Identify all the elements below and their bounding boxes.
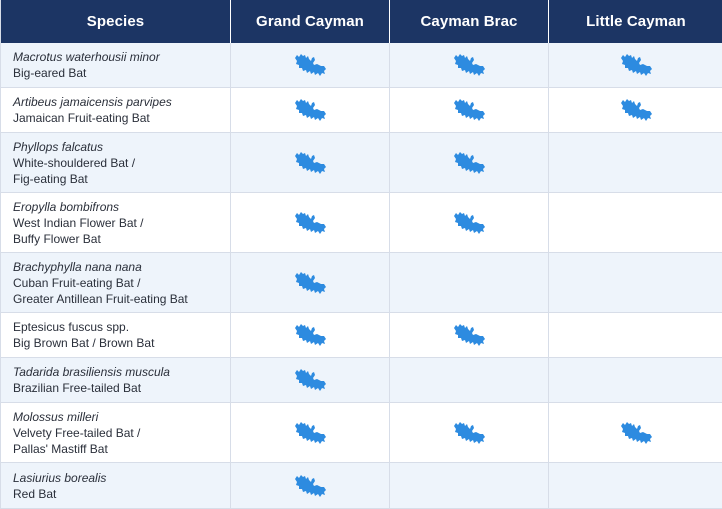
common-name: Cuban Fruit-eating Bat / (13, 275, 141, 290)
table-row (1, 193, 722, 253)
cayman-brac-cell (390, 358, 549, 402)
grand-cayman-cell (231, 88, 390, 132)
header-little-cayman: Little Cayman (586, 13, 686, 30)
species-cell (1, 193, 231, 252)
table-row (1, 88, 722, 133)
bat-icon (452, 150, 486, 176)
header-grand-cayman: Grand Cayman (231, 0, 390, 43)
species-cell (1, 463, 231, 508)
table-row (1, 313, 722, 358)
bat-icon (293, 210, 327, 236)
bat-icon (452, 420, 486, 446)
bat-icon (293, 420, 327, 446)
bat-icon (452, 322, 486, 348)
bat-icon (293, 367, 327, 393)
common-name: Greater Antillean Fruit-eating Bat (13, 291, 188, 306)
little-cayman-cell (549, 403, 722, 462)
bat-icon (619, 420, 653, 446)
table-header (1, 0, 722, 43)
cayman-brac-cell (390, 88, 549, 132)
bat-icon (293, 97, 327, 123)
scientific-name: Lasiurius borealis (13, 470, 107, 485)
grand-cayman-cell (231, 403, 390, 462)
common-name: Red Bat (13, 486, 57, 501)
grand-cayman-cell (231, 463, 390, 508)
cayman-brac-cell (390, 313, 549, 357)
little-cayman-cell (549, 133, 722, 192)
common-name: Velvety Free-tailed Bat / (13, 425, 141, 440)
grand-cayman-cell (231, 358, 390, 402)
little-cayman-cell (549, 43, 722, 87)
species-cell (1, 358, 231, 402)
bat-icon (452, 210, 486, 236)
table-row (1, 358, 722, 403)
header-cayman-brac: Cayman Brac (390, 0, 549, 43)
bat-icon (619, 52, 653, 78)
bat-icon (619, 97, 653, 123)
bat-icon (293, 322, 327, 348)
common-name: Jamaican Fruit-eating Bat (13, 111, 150, 125)
common-name: Big Brown Bat / Brown Bat (13, 336, 155, 350)
common-name: White-shouldered Bat / (13, 155, 136, 170)
cayman-brac-cell (390, 463, 549, 508)
scientific-name: Eropylla bombifrons (13, 199, 120, 214)
scientific-name: Eptesicus fuscus spp. (13, 320, 130, 334)
species-cell (1, 313, 231, 357)
scientific-name: Tadarida brasiliensis muscula (13, 365, 170, 379)
little-cayman-cell (549, 358, 722, 402)
table-row (1, 463, 722, 509)
bat-icon (452, 52, 486, 78)
grand-cayman-cell (231, 313, 390, 357)
little-cayman-cell (549, 463, 722, 508)
grand-cayman-cell (231, 133, 390, 192)
cayman-brac-cell (390, 193, 549, 252)
scientific-name: Macrotus waterhousii minor (13, 50, 160, 64)
table-row (1, 253, 722, 313)
little-cayman-cell (549, 88, 722, 132)
table-row (1, 43, 722, 88)
cayman-brac-cell (390, 133, 549, 192)
scientific-name: Brachyphylla nana nana (13, 259, 142, 274)
bat-icon (452, 97, 486, 123)
scientific-name: Artibeus jamaicensis parvipes (13, 95, 172, 109)
table-row (1, 403, 722, 463)
header-species: Species (1, 0, 231, 43)
table-row (1, 133, 722, 193)
scientific-name: Phyllops falcatus (13, 139, 104, 154)
common-name: Buffy Flower Bat (13, 231, 101, 246)
cayman-brac-cell (390, 403, 549, 462)
scientific-name: Molossus milleri (13, 409, 99, 424)
species-cell (1, 253, 231, 312)
common-name: Fig-eating Bat (13, 171, 88, 186)
common-name: Big-eared Bat (13, 66, 87, 80)
little-cayman-cell (549, 193, 722, 252)
common-name: Pallas' Mastiff Bat (13, 441, 108, 456)
grand-cayman-cell (231, 43, 390, 87)
species-cell (1, 88, 231, 132)
grand-cayman-cell (231, 253, 390, 312)
common-name: Brazilian Free-tailed Bat (13, 381, 142, 395)
bat-icon (293, 52, 327, 78)
bat-icon (293, 150, 327, 176)
species-cell (1, 43, 231, 87)
little-cayman-cell (549, 253, 722, 312)
grand-cayman-cell (231, 193, 390, 252)
species-cell (1, 133, 231, 192)
common-name: West Indian Flower Bat / (13, 215, 144, 230)
bat-icon (293, 473, 327, 499)
cayman-brac-cell (390, 43, 549, 87)
bat-icon (293, 270, 327, 296)
cayman-brac-cell (390, 253, 549, 312)
species-cell (1, 403, 231, 462)
little-cayman-cell (549, 313, 722, 357)
table-body (1, 43, 722, 509)
